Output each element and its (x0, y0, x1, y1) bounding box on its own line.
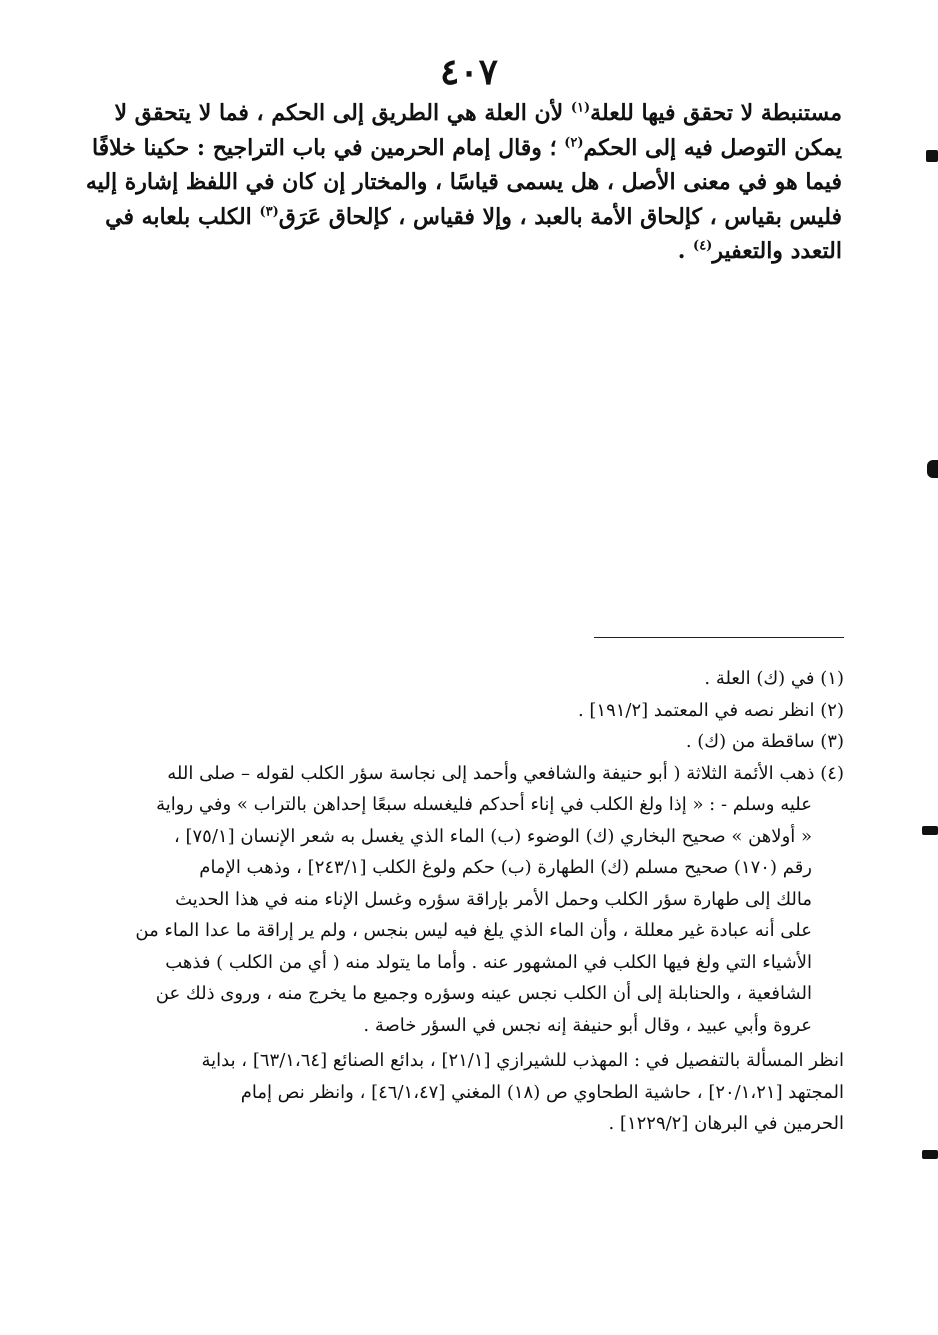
footnote-text: في (ك) العلة . (704, 668, 815, 689)
footnote-line: الأشياء التي ولغ فيها الكلب في المشهور عنه . وأما ما يتولد منه ( أي من الكلب ) فذهب (165, 951, 812, 973)
page-number: ٤٠٧ (439, 51, 498, 93)
main-line-2: يمكن التوصل فيه إلى الحكم$^{(٢)}$ ؛ وقال إمام الحرمين في باب التراجيح : حكينا خلافًا (91, 134, 842, 161)
main-line-4: فليس بقياس ، كإلحاق الأمة بالعبد ، وإلا فقياس ، كإلحاق عَرَق$^{(٣)}$ الكلب بلعابه في (105, 203, 842, 230)
footnote-ref-3[interactable]: (٣) (259, 204, 279, 220)
footnote-number: (٢) (820, 699, 844, 721)
footnote-ref-1[interactable]: (١) (570, 100, 591, 116)
footnote-ref-4[interactable]: (٤) (693, 238, 713, 254)
footnote-1 (82, 663, 844, 695)
footnote-2 (82, 695, 844, 727)
footnote-number: (٣) (820, 731, 844, 752)
footnote-3 (82, 726, 844, 758)
footnote-line: مالك إلى طهارة سؤر الكلب وحمل الأمر بإراقة سؤره وغسل الإناء منه في هذا الحديث (175, 888, 812, 910)
footnote-line: عليه وسلم - : « إذا ولغ الكلب في إناء أحدكم فليغسله سبعًا إحداهن بالتراب » وفي رواية (156, 794, 812, 815)
main-line-1: مستنبطة لا تحقق فيها للعلة$^{(١)}$ لأن العلة هي الطريق إلى الحكم ، فما لا يتحقق لا (114, 100, 842, 126)
footnote-text: انظر نصه في المعتمد [١٩١/٢] . (577, 699, 815, 721)
footnote-line: انظر المسألة بالتفصيل في : المهذب للشيرازي [٢١/١] ، بدائع الصنائع [٦٣/١،٦٤] ، بداية (201, 1050, 844, 1071)
footnote-4 (82, 758, 844, 1140)
footnote-line: الحرمين في البرهان [١٢٢٩/٢] . (608, 1113, 844, 1134)
footnote-separator (594, 637, 844, 638)
footnote-line: على أنه عبادة غير معللة ، وأن الماء الذي يلغ فيه ليس بنجس ، ولم ير إراقة ما عدا الماء من (135, 920, 812, 941)
main-text (82, 96, 842, 269)
binding-mark (926, 150, 938, 162)
footnote-line: عروة وأبي عبيد ، وقال أبو حنيفة إنه نجس في السؤر خاصة . (363, 1014, 812, 1036)
footnote-line: المجتهد [٢٠/١،٢١] ، حاشية الطحاوي ص (١٨) المغني [٤٦/١،٤٧] ، وانظر نص إمام (240, 1081, 844, 1103)
main-line-3: فيما هو في معنى الأصل ، هل يسمى قياسًا ، والمختار إن كان في اللفظ إشارة إليه (85, 169, 842, 195)
binding-mark (922, 1150, 938, 1159)
footnote-line: (٤) ذهب الأئمة الثلاثة ( أبو حنيفة والشافعي وأحمد إلى نجاسة سؤر الكلب لقوله – صلى الله (167, 762, 844, 784)
footnote-line: الشافعية ، والحنابلة إلى أن الكلب نجس عينه وسؤره وجميع ما يخرج منه ، وروى ذلك عن (155, 983, 812, 1004)
footnotes (82, 663, 844, 1140)
binding-mark (927, 460, 938, 478)
footnote-text: ساقطة من (ك) . (685, 731, 815, 752)
footnote-number: (٤) (820, 762, 844, 784)
footnote-number: (١) (820, 668, 844, 689)
footnote-line: رقم (١٧٠) صحيح مسلم (ك) الطهارة (ب) حكم ولوغ الكلب [٢٤٣/١] ، وذهب الإمام (199, 857, 812, 878)
footnote-line: « أولاهن » صحيح البخاري (ك) الوضوء (ب) الماء الذي يغسل به شعر الإنسان [٧٥/١] ، (173, 825, 812, 847)
footnote-4-references (82, 1045, 844, 1140)
binding-mark (922, 826, 938, 835)
main-line-5: التعدد والتعفير$^{(٤)}$ . (677, 238, 842, 264)
footnote-ref-2[interactable]: (٢) (564, 135, 584, 151)
